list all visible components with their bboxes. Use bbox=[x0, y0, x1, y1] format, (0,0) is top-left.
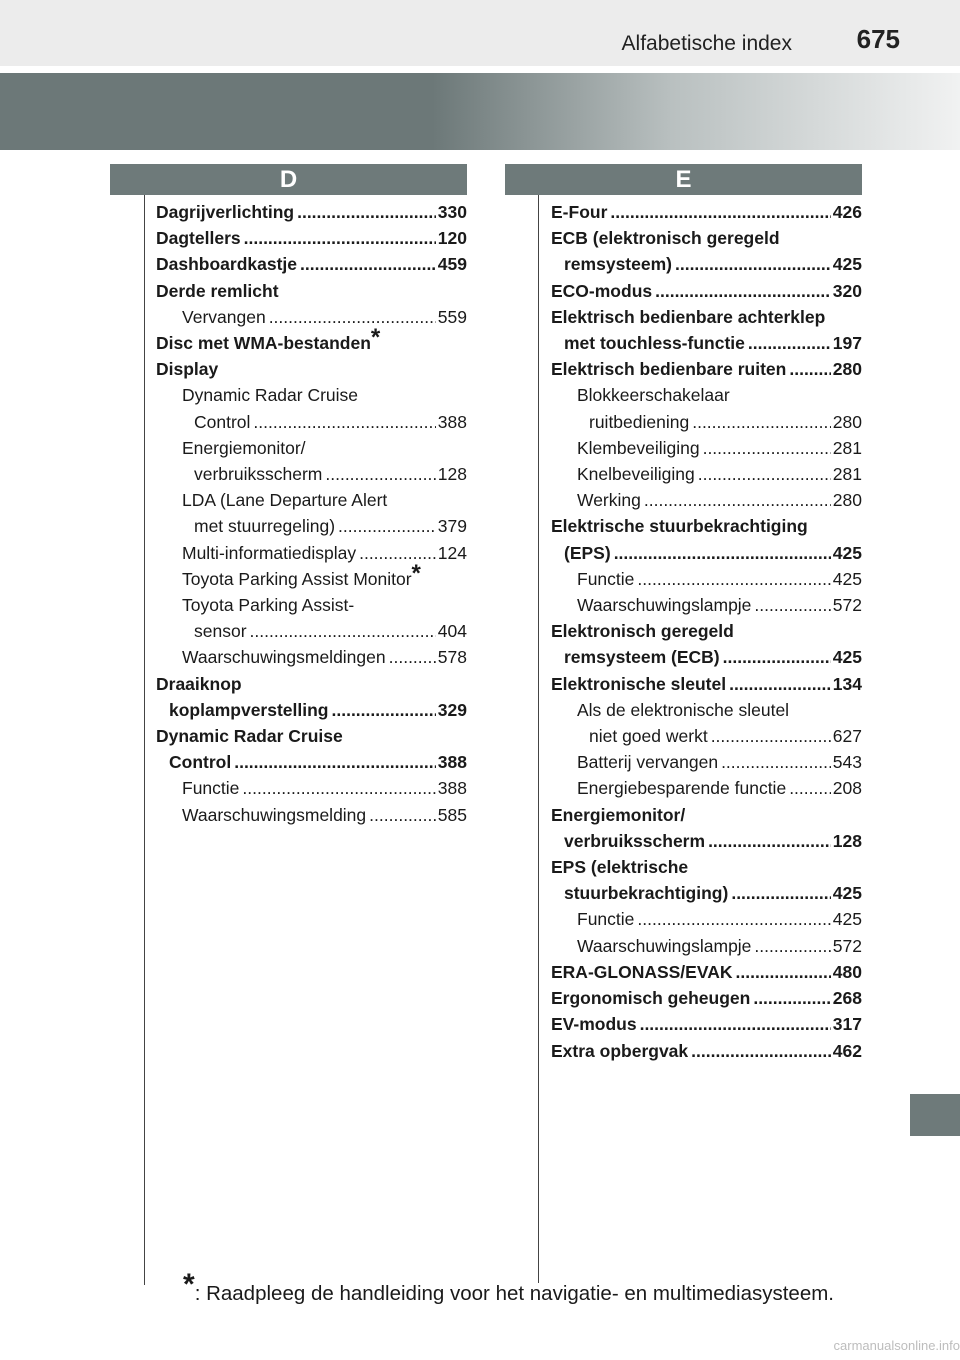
index-entry-label: Display bbox=[156, 359, 219, 380]
index-entry-page: 627 bbox=[832, 726, 862, 747]
index-entry-label: Energiemonitor/ bbox=[182, 437, 306, 458]
index-entry bbox=[156, 435, 467, 461]
index-entry bbox=[156, 304, 467, 330]
index-entry bbox=[156, 618, 467, 644]
index-entry bbox=[156, 225, 467, 251]
index-entry bbox=[551, 435, 862, 461]
index-entry-label: Waarschuwingslampje bbox=[577, 935, 752, 956]
leader-dots bbox=[637, 906, 830, 932]
page-title: Alfabetische index bbox=[621, 32, 792, 55]
index-entry bbox=[156, 592, 467, 618]
column-divider-left bbox=[144, 195, 145, 1285]
index-entry-label: ECB (elektronisch geregeld bbox=[551, 228, 780, 249]
leader-dots bbox=[789, 356, 830, 382]
index-entry bbox=[156, 513, 467, 539]
index-entry bbox=[156, 487, 467, 513]
index-entry-label: Draaiknop bbox=[156, 673, 242, 694]
index-entry bbox=[551, 278, 862, 304]
index-entry bbox=[156, 461, 467, 487]
index-entry bbox=[551, 225, 862, 251]
index-entry-label: Elektrisch bedienbare achterklep bbox=[551, 306, 826, 327]
index-entry-label: remsysteem (ECB) bbox=[564, 647, 720, 668]
index-entry-page: 425 bbox=[832, 909, 862, 930]
index-entry-label: Elektrisch bedienbare ruiten bbox=[551, 359, 787, 380]
index-entry-label: verbruiksscherm bbox=[194, 464, 323, 485]
index-entry bbox=[551, 356, 862, 382]
index-entry bbox=[156, 697, 467, 723]
index-entry bbox=[551, 330, 862, 356]
index-entry-label: Dynamic Radar Cruise bbox=[182, 385, 359, 406]
index-entry-label: Energiebesparende functie bbox=[577, 778, 787, 799]
index-entry-page: 281 bbox=[832, 437, 862, 458]
index-entry-label: EPS (elektrische bbox=[551, 857, 689, 878]
index-entry-label: Toyota Parking Assist- bbox=[182, 595, 355, 616]
index-entry bbox=[551, 409, 862, 435]
index-entry-label: ECO-modus bbox=[551, 280, 653, 301]
index-entry-label: Klembeveiliging bbox=[577, 437, 700, 458]
leader-dots bbox=[250, 618, 436, 644]
index-entry-label: Disc met WMA-bestanden bbox=[156, 333, 371, 354]
footnote-text: : Raadpleeg de handleiding voor het navigatie- en multimediasysteem. bbox=[194, 1282, 834, 1305]
index-entry bbox=[156, 723, 467, 749]
index-entry-label: met touchless-functie bbox=[564, 333, 745, 354]
leader-dots bbox=[721, 749, 831, 775]
index-entry-page: 329 bbox=[437, 699, 467, 720]
index-entry: Toyota Parking Assist Monitor * bbox=[156, 566, 467, 592]
index-entry-page: 426 bbox=[832, 202, 862, 222]
index-entry-page: 425 bbox=[832, 568, 862, 589]
leader-dots bbox=[637, 566, 830, 592]
leader-dots bbox=[675, 251, 831, 277]
index-entry-label: Multi-informatiedisplay bbox=[182, 542, 357, 563]
leader-dots bbox=[242, 775, 435, 801]
index-entry-page: 572 bbox=[832, 935, 862, 956]
index-entry bbox=[551, 618, 862, 644]
index-entry-label: Energiemonitor/ bbox=[551, 804, 686, 825]
index-entry-page: 404 bbox=[437, 621, 467, 642]
index-entry bbox=[551, 461, 862, 487]
index-entry-label: Waarschuwingslampje bbox=[577, 595, 752, 616]
index-entry bbox=[551, 566, 862, 592]
index-entry-label: Blokkeerschakelaar bbox=[577, 385, 730, 406]
index-entry-label: Als de elektronische sleutel bbox=[577, 699, 790, 720]
index-entry-label: Extra opbergvak bbox=[551, 1040, 689, 1061]
index-entry-label: Batterij vervangen bbox=[577, 752, 719, 773]
column-divider-middle bbox=[538, 195, 539, 1283]
leader-dots bbox=[297, 199, 436, 225]
watermark: carmanualsonline.info bbox=[833, 1338, 960, 1353]
index-entry-page: 197 bbox=[832, 333, 862, 354]
index-column-e bbox=[551, 199, 862, 1064]
index-entry bbox=[551, 697, 862, 723]
index-entry bbox=[156, 644, 467, 670]
index-column-d bbox=[156, 199, 467, 828]
index-entry bbox=[551, 304, 862, 330]
index-entry-label: Control bbox=[169, 752, 232, 773]
index-entry-page: 320 bbox=[832, 280, 862, 301]
footnote-marker: * bbox=[183, 1268, 195, 1301]
leader-dots bbox=[754, 592, 830, 618]
index-entry-page: 124 bbox=[437, 542, 467, 563]
index-entry bbox=[551, 487, 862, 513]
index-entry-label: Control bbox=[194, 411, 251, 432]
index-entry bbox=[551, 644, 862, 670]
index-entry bbox=[156, 382, 467, 408]
leader-dots bbox=[269, 304, 436, 330]
index-entry-label: verbruiksscherm bbox=[564, 830, 706, 851]
index-entry-label: ERA-GLONASS/EVAK bbox=[551, 961, 733, 982]
index-entry-label: Functie bbox=[182, 778, 240, 799]
index-entry-page: 425 bbox=[832, 254, 862, 275]
leader-dots bbox=[708, 828, 831, 854]
index-entry bbox=[156, 775, 467, 801]
leader-dots bbox=[711, 723, 831, 749]
index-entry-page: 280 bbox=[832, 359, 862, 380]
leader-dots bbox=[640, 1011, 831, 1037]
index-entry-label: Vervangen bbox=[182, 306, 266, 327]
index-entry-label: Dagtellers bbox=[156, 228, 241, 249]
index-entry bbox=[551, 1011, 862, 1037]
index-entry-label: EV-modus bbox=[551, 1014, 637, 1035]
index-entry-label: niet goed werkt bbox=[589, 726, 708, 747]
index-entry-label: met stuurregeling) bbox=[194, 516, 336, 537]
index-entry-page: 317 bbox=[832, 1014, 862, 1035]
index-entry bbox=[551, 985, 862, 1011]
index-entry-page: 128 bbox=[832, 830, 862, 851]
index-entry bbox=[551, 592, 862, 618]
index-entry-label: Werking bbox=[577, 490, 641, 511]
index-entry bbox=[156, 671, 467, 697]
index-entry-page: 425 bbox=[832, 647, 862, 668]
leader-dots bbox=[644, 487, 831, 513]
index-entry-label: sensor bbox=[194, 621, 247, 642]
leader-dots bbox=[729, 671, 831, 697]
index-entry-page: 208 bbox=[832, 778, 862, 799]
index-entry-page: 330 bbox=[437, 202, 467, 222]
index-entry bbox=[551, 749, 862, 775]
index-entry bbox=[551, 880, 862, 906]
index-entry-label: Dynamic Radar Cruise bbox=[156, 726, 343, 747]
header-banner bbox=[0, 73, 960, 150]
leader-dots bbox=[332, 697, 436, 723]
index-entry-label: Knelbeveiliging bbox=[577, 464, 695, 485]
index-entry-label: Derde remlicht bbox=[156, 280, 279, 301]
index-entry bbox=[156, 278, 467, 304]
leader-dots bbox=[692, 409, 831, 435]
index-entry-label: Dagrijverlichting bbox=[156, 202, 295, 222]
leader-dots bbox=[655, 278, 831, 304]
leader-dots bbox=[753, 985, 830, 1011]
index-entry bbox=[551, 513, 862, 539]
leader-dots bbox=[325, 461, 435, 487]
index-entry bbox=[551, 775, 862, 801]
index-entry bbox=[551, 1038, 862, 1064]
index-entry bbox=[551, 199, 862, 225]
leader-dots bbox=[234, 749, 436, 775]
leader-dots bbox=[748, 330, 831, 356]
index-entry-label: Elektronische sleutel bbox=[551, 673, 727, 694]
index-entry-page: 585 bbox=[437, 804, 467, 825]
index-entry-label: Ergonomisch geheugen bbox=[551, 988, 751, 1009]
leader-dots bbox=[253, 409, 435, 435]
index-entry-page: 379 bbox=[437, 516, 467, 537]
index-entry bbox=[551, 854, 862, 880]
index-entry-label: Functie bbox=[577, 909, 635, 930]
index-entry: Disc met WMA-bestanden * bbox=[156, 330, 467, 356]
index-entry-label: E-Four bbox=[551, 202, 608, 222]
index-entry bbox=[551, 959, 862, 985]
index-entry-label: ruitbediening bbox=[589, 411, 690, 432]
index-entry-page: 480 bbox=[832, 961, 862, 982]
index-entry bbox=[551, 828, 862, 854]
index-entry-page: 268 bbox=[832, 988, 862, 1009]
index-entry-page: 425 bbox=[832, 883, 862, 904]
index-entry-page: 543 bbox=[832, 752, 862, 773]
index-entry-label: (EPS) bbox=[564, 542, 611, 563]
leader-dots bbox=[703, 435, 831, 461]
index-entry bbox=[551, 540, 862, 566]
page-number: 675 bbox=[856, 24, 900, 54]
index-entry bbox=[156, 251, 467, 277]
index-entry bbox=[551, 723, 862, 749]
index-entry-page: 128 bbox=[437, 464, 467, 485]
leader-dots bbox=[723, 644, 831, 670]
index-entry bbox=[156, 802, 467, 828]
index-entry-page: 388 bbox=[437, 778, 467, 799]
leader-dots bbox=[754, 933, 830, 959]
leader-dots bbox=[698, 461, 831, 487]
index-entry-page: 388 bbox=[437, 752, 467, 773]
index-entry-label: LDA (Lane Departure Alert bbox=[182, 490, 388, 511]
index-entry-page: 459 bbox=[437, 254, 467, 275]
leader-dots bbox=[300, 251, 436, 277]
index-entry-page: 120 bbox=[437, 228, 467, 249]
index-entry-label: Waarschuwingsmeldingen bbox=[182, 647, 386, 668]
leader-dots bbox=[691, 1038, 831, 1064]
index-entry-page: 462 bbox=[832, 1040, 862, 1061]
index-entry-page: 281 bbox=[832, 464, 862, 485]
index-entry-label: koplampverstelling bbox=[169, 699, 329, 720]
leader-dots bbox=[610, 199, 830, 225]
leader-dots bbox=[389, 644, 436, 670]
leader-dots bbox=[731, 880, 830, 906]
index-entry bbox=[551, 802, 862, 828]
index-entry bbox=[156, 749, 467, 775]
index-entry-label: Elektrische stuurbekrachtiging bbox=[551, 516, 808, 537]
index-entry-label: Toyota Parking Assist Monitor bbox=[182, 568, 412, 589]
index-entry bbox=[551, 906, 862, 932]
index-entry-page: 572 bbox=[832, 595, 862, 616]
index-entry bbox=[551, 251, 862, 277]
index-entry bbox=[551, 382, 862, 408]
index-entry-page: 280 bbox=[832, 490, 862, 511]
leader-dots bbox=[736, 959, 831, 985]
index-entry bbox=[156, 199, 467, 225]
index-entry-page: 578 bbox=[437, 647, 467, 668]
index-entry-label: Functie bbox=[577, 568, 635, 589]
index-entry-page: 134 bbox=[832, 673, 862, 694]
index-entry-label: remsysteem) bbox=[564, 254, 672, 275]
footnote bbox=[183, 1268, 863, 1306]
section-header-e: E bbox=[505, 164, 862, 195]
index-entry-page: 559 bbox=[437, 306, 467, 327]
leader-dots bbox=[789, 775, 831, 801]
index-entry-label: Elektronisch geregeld bbox=[551, 621, 734, 642]
index-entry bbox=[156, 409, 467, 435]
index-entry-page: 425 bbox=[832, 542, 862, 563]
leader-dots bbox=[338, 513, 436, 539]
index-entry bbox=[551, 671, 862, 697]
section-header-d: D bbox=[110, 164, 467, 195]
index-entry bbox=[551, 933, 862, 959]
leader-dots bbox=[359, 540, 436, 566]
index-entry-page: 388 bbox=[437, 411, 467, 432]
index-entry bbox=[156, 356, 467, 382]
index-entry-label: Dashboardkastje bbox=[156, 254, 298, 275]
index-entry-label: stuurbekrachtiging) bbox=[564, 883, 729, 904]
leader-dots bbox=[614, 540, 831, 566]
leader-dots bbox=[244, 225, 436, 251]
chapter-edge-tab bbox=[910, 1094, 960, 1136]
index-entry-page: 280 bbox=[832, 411, 862, 432]
leader-dots bbox=[369, 802, 436, 828]
index-entry-label: Waarschuwingsmelding bbox=[182, 804, 367, 825]
